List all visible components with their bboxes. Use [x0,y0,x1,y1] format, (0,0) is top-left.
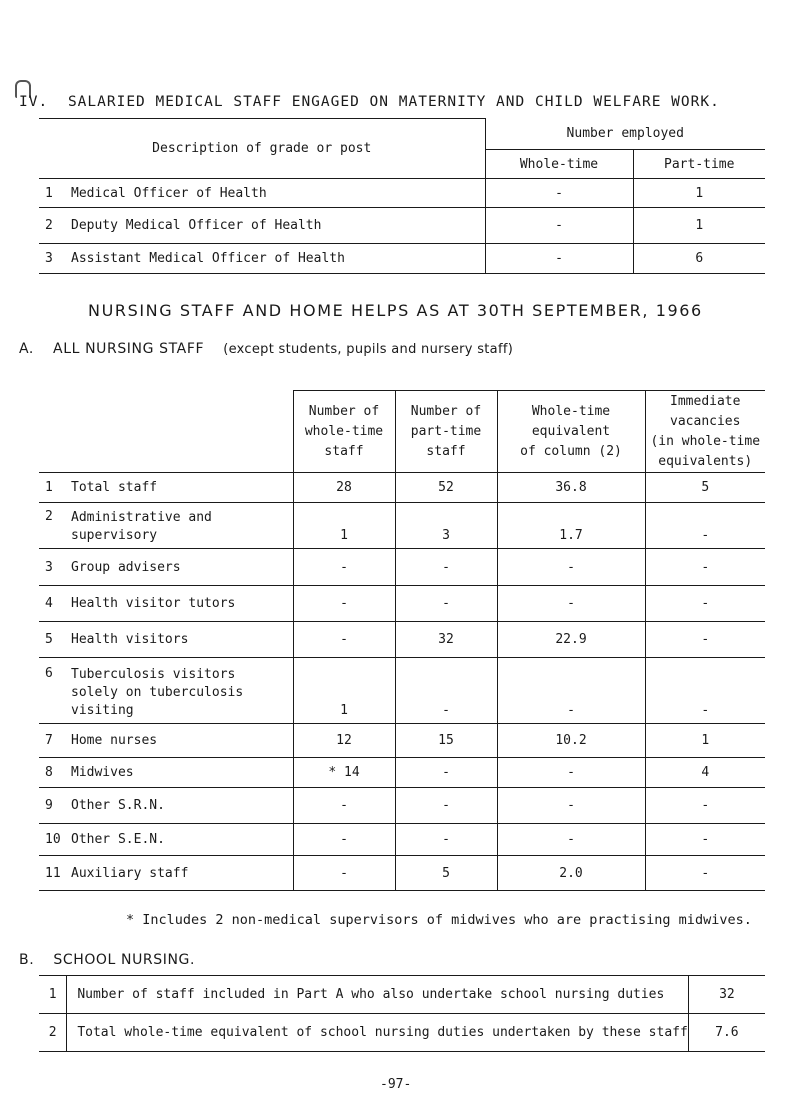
vacancies-value: - [645,549,765,586]
row-number: 3 [45,251,53,266]
row-label: Midwives [71,765,134,780]
vacancies-value: - [645,824,765,856]
whole-time-equivalent-value: - [497,658,645,724]
vacancies-value: 4 [645,758,765,788]
whole-time-staff-value: 1 [293,658,395,724]
whole-time-staff-value: - [293,856,395,891]
row-value: 32 [688,976,765,1014]
part-time-staff-value: - [395,788,497,824]
section-1-number: IV. [19,94,49,110]
whole-time-equivalent-value: - [497,788,645,824]
row-label: Auxiliary staff [71,865,189,881]
blank-header-cell [39,391,293,473]
whole-time-staff-value: - [293,622,395,658]
col3-label: Whole-time equivalent of column (2) [520,403,622,459]
row-number: 6 [45,666,53,681]
part-time-value: 1 [695,185,704,201]
table-row [39,856,765,891]
whole-time-equivalent-value: - [497,586,645,622]
number-employed-label: Number employed [566,126,684,142]
section-a-heading [19,341,513,357]
vacancies-value: - [645,856,765,891]
table-row [39,1014,765,1052]
whole-time-staff-value: - [293,824,395,856]
row-number: 7 [45,733,53,748]
row-number: 4 [45,596,53,611]
part-time-label: Part-time [664,156,735,172]
row-label: Total staff [71,480,158,495]
whole-time-equivalent-value: - [497,549,645,586]
vacancies-value: - [645,503,765,549]
part-time-staff-value: - [395,586,497,622]
row-label: Health visitors [71,632,189,647]
whole-time-label: Whole-time [519,156,599,172]
whole-time-value: - [555,251,563,266]
section-b-heading [19,952,195,968]
whole-time-equivalent-value: - [497,824,645,856]
part-time-staff-value: 52 [395,473,497,503]
description-header [39,119,485,179]
whole-time-staff-value: 28 [293,473,395,503]
row-label: Total whole-time equivalent of school nursing duties undertaken by these staff [67,1014,688,1052]
table-row [39,976,765,1014]
table-row [39,473,765,503]
table-row [39,758,765,788]
vacancies-value: 5 [645,473,765,503]
vacancies-value: 1 [645,724,765,758]
table-row [39,208,765,244]
col2-label: Number of part-time staff [410,403,482,459]
table-row [39,622,765,658]
table-row [39,503,765,549]
whole-time-equivalent-value: 10.2 [497,724,645,758]
row-number: 2 [39,1014,67,1052]
part-time-staff-value: 15 [395,724,497,758]
row-number: 1 [39,976,67,1014]
part-time-staff-value: 32 [395,622,497,658]
row-label: Health visitor tutors [71,596,236,611]
whole-time-value: - [555,218,563,233]
whole-time-equivalent-value: 22.9 [497,622,645,658]
nursing-staff-title: NURSING STAFF AND HOME HELPS AS AT 30TH SEPTEMBER, 1966 [88,301,703,320]
row-number: 3 [45,559,53,575]
row-value: 7.6 [688,1014,765,1052]
col4-label: Immediate vacancies (in whole-time equivalents) [650,393,761,469]
table-row [39,658,765,724]
school-nursing-table [39,975,765,1052]
vacancies-value: - [645,586,765,622]
col-whole-time-staff-header [293,391,395,473]
table-row [39,549,765,586]
whole-time-equivalent-value: - [497,758,645,788]
whole-time-equivalent-value: 2.0 [497,856,645,891]
midwives-footnote: * Includes 2 non-medical supervisors of midwives who are practising midwives. [126,912,752,928]
row-number: 2 [45,218,53,233]
part-time-value: 1 [695,218,704,233]
whole-time-header [485,150,633,179]
vacancies-value: - [645,788,765,824]
col1-label: Number of whole-time staff [304,403,384,459]
row-number: 1 [45,480,53,495]
row-number: 10 [45,832,61,847]
row-label: Home nurses [71,733,158,748]
table-row [39,244,765,274]
row-number: 11 [45,865,61,881]
row-label: Other S.E.N. [71,832,165,847]
nursing-staff-table [39,390,765,891]
row-label: Deputy Medical Officer of Health [71,218,322,233]
whole-time-staff-value: - [293,788,395,824]
row-label: Number of staff included in Part A who also undertake school nursing duties [67,976,688,1014]
vacancies-value: - [645,622,765,658]
part-time-staff-value: - [395,758,497,788]
number-employed-header [485,119,765,150]
whole-time-staff-value: * 14 [293,758,395,788]
table-row [39,179,765,208]
part-time-staff-value: - [395,549,497,586]
row-label: Group advisers [71,559,181,575]
table-row [39,586,765,622]
part-time-header [633,150,765,179]
row-label: Tuberculosis visitors solely on tuberculosis visiting [71,667,244,718]
medical-staff-table [39,118,765,274]
description-header-label: Description of grade or post [152,141,372,156]
row-number: 9 [45,798,53,813]
section-b-letter: B. [19,952,35,968]
row-label: Other S.R.N. [71,798,165,813]
section-1-title: SALARIED MEDICAL STAFF ENGAGED ON MATERNITY AND CHILD WELFARE WORK. [67,94,720,110]
col-part-time-staff-header [395,391,497,473]
row-label: Medical Officer of Health [71,185,267,201]
whole-time-staff-value: - [293,549,395,586]
whole-time-equivalent-value: 1.7 [497,503,645,549]
section-a-letter: A. [19,341,34,357]
table-row [39,788,765,824]
section-a-note: (except students, pupils and nursery staff) [223,342,514,357]
row-number: 8 [45,765,53,780]
section-b-title: SCHOOL NURSING. [53,952,196,968]
whole-time-staff-value: 1 [293,503,395,549]
part-time-value: 6 [695,251,704,266]
part-time-staff-value: - [395,824,497,856]
row-number: 2 [45,509,53,524]
col-whole-time-equivalent-header [497,391,645,473]
whole-time-staff-value: - [293,586,395,622]
table-row [39,824,765,856]
row-number: 5 [45,632,53,647]
part-time-staff-value: 3 [395,503,497,549]
page-number: -97- [380,1077,412,1092]
row-label: Administrative and supervisory [71,510,212,543]
table-row [39,724,765,758]
whole-time-equivalent-value: 36.8 [497,473,645,503]
col-immediate-vacancies-header [645,391,765,473]
whole-time-staff-value: 12 [293,724,395,758]
part-time-staff-value: - [395,658,497,724]
row-number: 1 [45,185,53,201]
part-time-staff-value: 5 [395,856,497,891]
section-1-heading [19,94,720,110]
section-a-title: ALL NURSING STAFF [53,341,205,357]
vacancies-value: - [645,658,765,724]
row-label: Assistant Medical Officer of Health [71,251,345,266]
whole-time-value: - [555,185,563,201]
